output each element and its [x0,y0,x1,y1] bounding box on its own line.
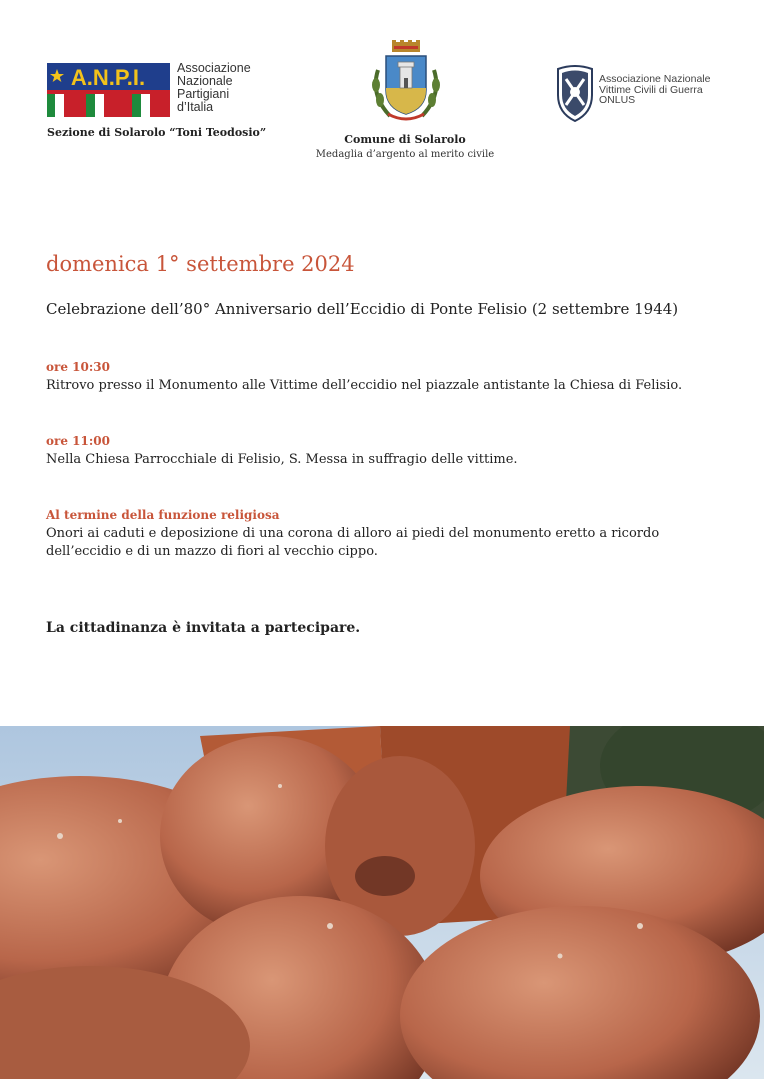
anpi-name-line: Partigiani [177,87,230,101]
anpi-name-line: Associazione [177,61,251,75]
anpi-section: Sezione di Solarolo “Toni Teodosio” [47,126,267,139]
anpi-name [177,62,251,114]
invitation-text: La cittadinanza è invitata a partecipare. [46,620,361,636]
comune-subtitle: Medaglia d’argento al merito civile [315,149,495,160]
comune-name: Comune di Solarolo [344,133,466,146]
anvcg-name-line: ONLUS [599,94,636,106]
schedule-description: Onori ai caduti e deposizione di una corona di alloro ai piedi del monumento eretto a ricordo dell’eccidio e di un mazzo di fiori al vecchio cippo. [46,526,660,559]
schedule-time: ore 10:30 [46,360,110,374]
anvcg-name-line: Vittime Civili di Guerra [599,83,703,96]
schedule-description: Nella Chiesa Parrocchiale di Felisio, S. Messa in suffragio delle vittime. [46,452,518,467]
anvcg-name [599,74,710,106]
anpi-name-line: d’Italia [177,100,214,114]
anvcg-name-line: Associazione Nazionale [599,73,711,85]
anpi-acronym: A.N.P.I. [70,65,146,90]
schedule-time: Al termine della funzione religiosa [46,508,280,522]
anpi-name-line: Nazionale [177,74,233,88]
schedule-time: ore 11:00 [46,434,110,448]
schedule-description: Ritrovo presso il Monumento alle Vittime dell’eccidio nel piazzale antistante la Chiesa di Felisio. [46,378,683,393]
event-date: domenica 1° settembre 2024 [46,252,355,276]
monument-photo [0,726,764,1079]
anvcg-shield-icon [556,65,594,122]
anpi-logo [47,63,170,117]
comune-crest-icon [368,40,444,124]
event-title: Celebrazione dell’80° Anniversario dell’Eccidio di Ponte Felisio (2 settembre 1944) [46,300,679,318]
